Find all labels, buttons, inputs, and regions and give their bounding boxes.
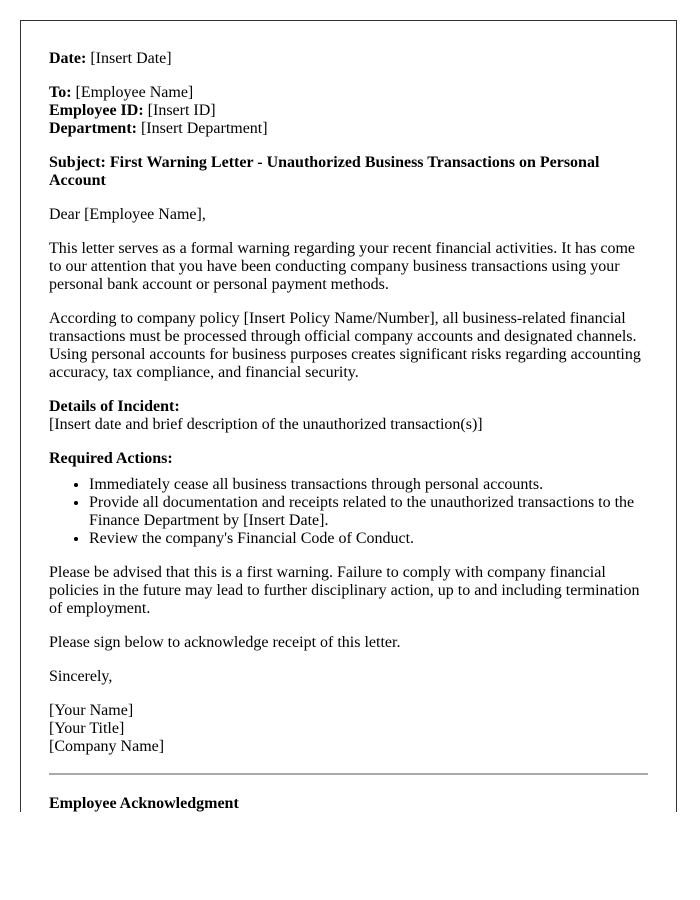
recipient-block: To: [Employee Name] Employee ID: [Insert ID] Department: [Insert Department]	[49, 84, 268, 137]
list-item: • Immediately cease all business transactions through personal accounts.	[89, 476, 648, 494]
actions-list	[49, 476, 648, 548]
date-line: Date: [Insert Date]	[49, 50, 172, 67]
acknowledge-paragraph: Please sign below to acknowledge receipt of this letter.	[49, 634, 401, 651]
actions-heading: Required Actions:	[49, 450, 173, 467]
body-paragraph: This letter serves as a formal warning regarding your recent financial activities. It has come to our attention that you have been conducting company business transactions using your personal bank account or personal payment methods.	[49, 240, 635, 293]
list-item: • Provide all documentation and receipts related to the unauthorized transactions to the Finance Department by [Insert Date].	[89, 494, 648, 530]
salutation: Dear [Employee Name],	[49, 206, 206, 223]
signature-block: [Your Name] [Your Title] [Company Name]	[49, 702, 165, 755]
warning-letter	[20, 20, 677, 812]
subject-line: Subject: First Warning Letter - Unauthorized Business Transactions on Personal Account	[49, 154, 600, 189]
divider	[49, 773, 648, 775]
warning-paragraph: Please be advised that this is a first warning. Failure to comply with company financial policies in the future may lead to further disciplinary action, up to and including termination of employment.	[49, 564, 640, 617]
incident-details: Details of Incident: [Insert date and brief description of the unauthorized transaction(s)]	[49, 398, 483, 433]
list-item: • Review the company's Financial Code of Conduct.	[89, 530, 648, 548]
body-paragraph: According to company policy [Insert Policy Name/Number], all business-related financial transactions must be processed through official company accounts and designated channels. Using personal accounts for business purposes creates significant risks regarding accounting accuracy, tax compliance, and financial security.	[49, 310, 641, 381]
acknowledgment-heading: Employee Acknowledgment	[49, 795, 239, 812]
closing: Sincerely,	[49, 668, 113, 685]
